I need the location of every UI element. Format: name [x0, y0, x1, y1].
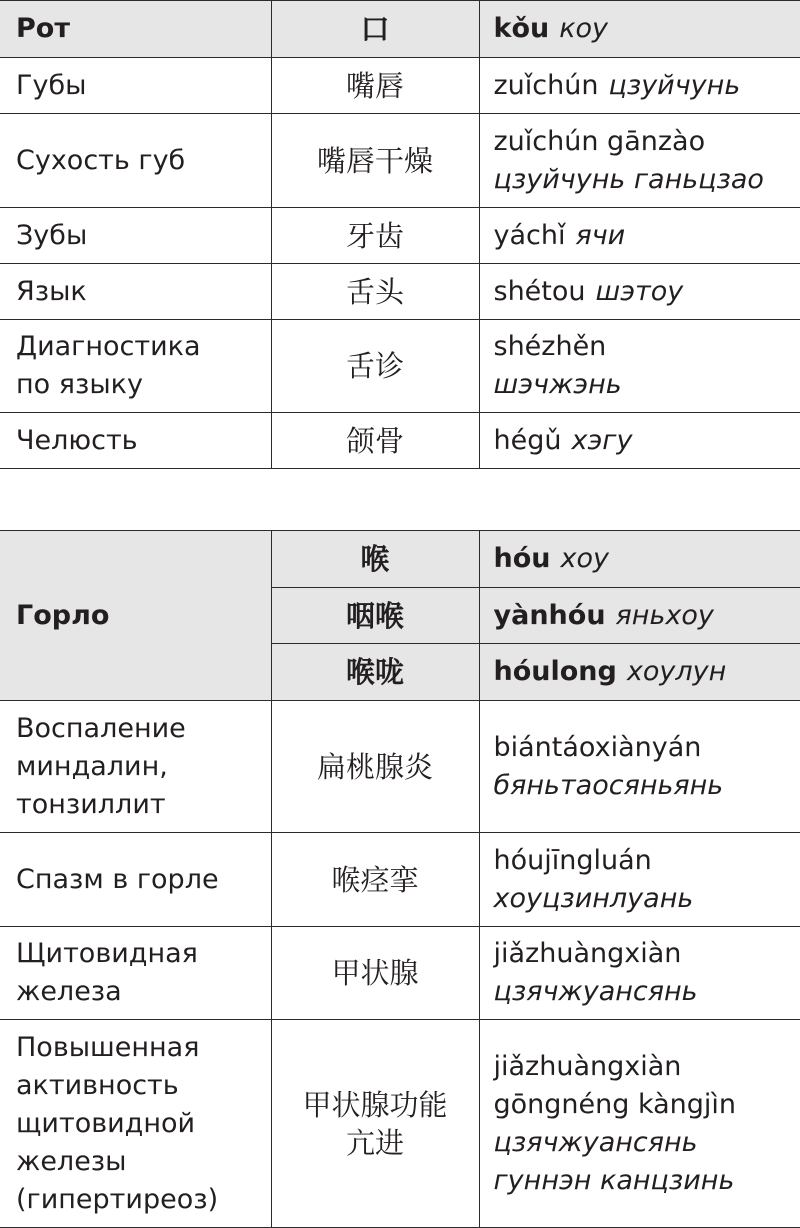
- term-pinyin: hégǔ: [493, 424, 562, 456]
- term-hanzi: 喉痉挛: [271, 833, 479, 927]
- term-translit: бяньтаосяньянь: [493, 769, 724, 801]
- term-pinyin-cell: [479, 264, 800, 320]
- table-row: [0, 927, 800, 1020]
- mouth-vocabulary-table: [0, 0, 800, 469]
- table-row: [0, 264, 800, 320]
- term-ru: Спазм в горле: [0, 833, 271, 927]
- term-pinyin: biántáoxiànyán: [493, 731, 702, 763]
- mouth-header-hanzi: 口: [271, 1, 479, 58]
- throat-header-translit: хоулун: [626, 656, 727, 687]
- table-row: [0, 320, 800, 413]
- term-ru: Губы: [0, 58, 271, 114]
- term-pinyin: shézhěn: [493, 331, 607, 362]
- term-ru: Повышенная активность щитовидной железы (гипертиреоз): [0, 1020, 271, 1228]
- throat-header-pinyin-cell: [479, 588, 800, 644]
- term-translit: хоуцзинлуань: [493, 882, 694, 914]
- term-ru: Сухость губ: [0, 114, 271, 208]
- term-pinyin-cell: [479, 114, 800, 208]
- throat-header-ru: Горло: [0, 531, 271, 701]
- throat-header-pinyin: hóulong: [493, 656, 617, 687]
- throat-header-translit: яньхоу: [615, 599, 714, 631]
- term-pinyin: yáchǐ: [493, 219, 566, 251]
- term-pinyin-cell: [479, 927, 800, 1020]
- term-pinyin-cell: [479, 208, 800, 264]
- term-translit: цзячжуансянь: [493, 976, 698, 1007]
- term-hanzi: 舌诊: [271, 320, 479, 413]
- throat-header-hanzi: 喉: [271, 531, 479, 588]
- term-hanzi: 舌头: [271, 264, 479, 320]
- mouth-header-pinyin: kǒu: [493, 13, 550, 44]
- table-row: [0, 114, 800, 208]
- throat-header-row: [0, 531, 800, 588]
- table-row: [0, 1020, 800, 1228]
- term-translit: ячи: [575, 219, 626, 251]
- term-translit: цзячжуансянь: [493, 1126, 698, 1158]
- term-pinyin-cell: [479, 1020, 800, 1228]
- term-pinyin: gōngnéng kàngjìn: [493, 1088, 737, 1120]
- term-ru: Воспаление миндалин, тонзиллит: [0, 701, 271, 833]
- term-pinyin: jiǎzhuàngxiàn: [493, 938, 682, 969]
- table-row: [0, 58, 800, 114]
- throat-header-translit: хоу: [560, 543, 609, 574]
- term-pinyin-cell: [479, 833, 800, 927]
- table-row: [0, 208, 800, 264]
- term-ru: Язык: [0, 264, 271, 320]
- term-translit: хэгу: [571, 424, 633, 456]
- term-hanzi: 嘴唇: [271, 58, 479, 114]
- mouth-header-pinyin-cell: [479, 1, 800, 58]
- throat-header-pinyin: yànhóu: [493, 599, 606, 631]
- throat-header-hanzi: 咽喉: [271, 588, 479, 644]
- term-translit: шэтоу: [595, 275, 684, 307]
- term-translit: цзуйчунь: [608, 69, 741, 101]
- term-pinyin: shétou: [493, 275, 586, 307]
- term-hanzi: 颌骨: [271, 413, 479, 469]
- term-hanzi: 甲状腺: [271, 927, 479, 1020]
- term-pinyin: zuǐchún: [493, 69, 599, 101]
- term-hanzi: 嘴唇干燥: [271, 114, 479, 208]
- term-hanzi: 扁桃腺炎: [271, 701, 479, 833]
- term-pinyin: jiǎzhuàngxiàn: [493, 1050, 682, 1082]
- term-hanzi: 甲状腺功能 亢进: [271, 1020, 479, 1228]
- mouth-header-row: [0, 1, 800, 58]
- term-ru: Зубы: [0, 208, 271, 264]
- term-pinyin-cell: [479, 58, 800, 114]
- term-ru: Челюсть: [0, 413, 271, 469]
- term-pinyin-cell: [479, 413, 800, 469]
- term-translit: цзуйчунь ганьцзао: [493, 163, 764, 195]
- term-translit: шэчжэнь: [493, 369, 622, 400]
- throat-vocabulary-table: [0, 530, 800, 1228]
- term-translit: гуннэн канцзинь: [493, 1164, 735, 1196]
- table-row: [0, 833, 800, 927]
- throat-header-pinyin: hóu: [493, 543, 551, 574]
- term-pinyin-cell: [479, 320, 800, 413]
- table-row: [0, 701, 800, 833]
- term-pinyin: zuǐchún gānzào: [493, 125, 706, 157]
- throat-header-pinyin-cell: [479, 644, 800, 701]
- mouth-header-translit: коу: [559, 13, 609, 44]
- throat-header-pinyin-cell: [479, 531, 800, 588]
- throat-header-hanzi: 喉咙: [271, 644, 479, 701]
- term-ru: Щитовидная железа: [0, 927, 271, 1020]
- mouth-header-ru: Рот: [0, 1, 271, 58]
- term-pinyin: hóujīngluán: [493, 844, 652, 876]
- table-row: [0, 413, 800, 469]
- term-ru: Диагностика по языку: [0, 320, 271, 413]
- term-hanzi: 牙齿: [271, 208, 479, 264]
- term-pinyin-cell: [479, 701, 800, 833]
